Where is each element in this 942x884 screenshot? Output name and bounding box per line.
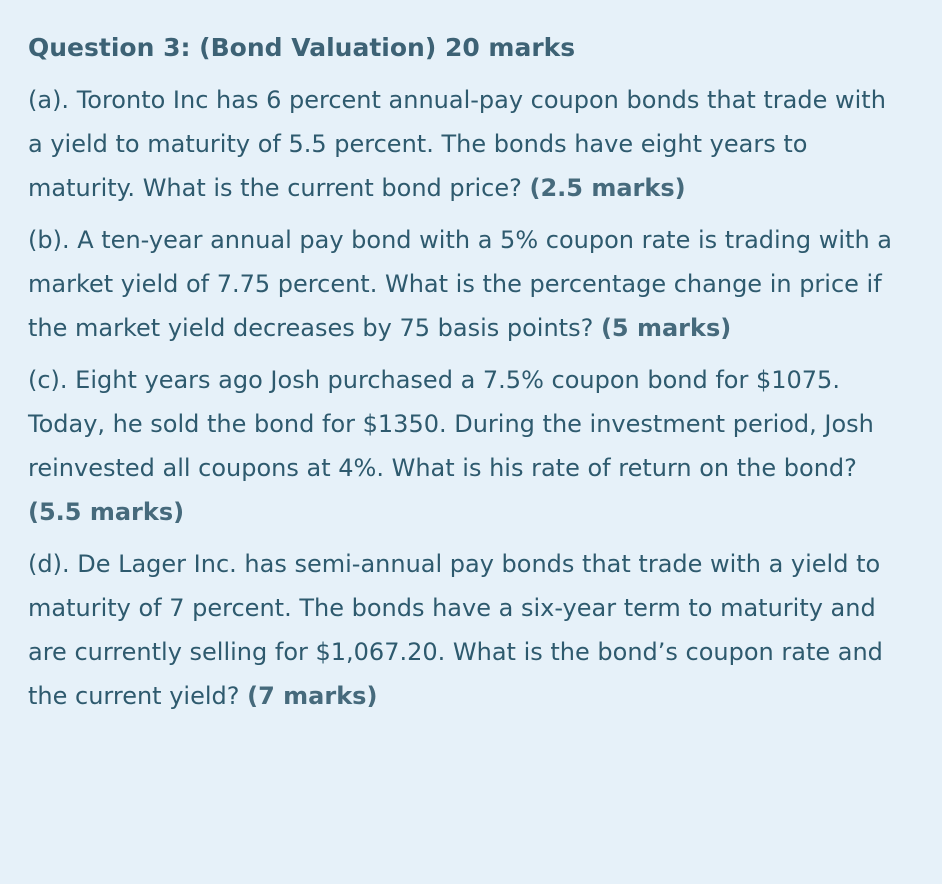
part-c	[28, 358, 902, 534]
part-c-text: (c). Eight years ago Josh purchased a 7.5% coupon bond for $1075. Today, he sold the bond for $1350. During the investment period, Josh reinvested all coupons at 4%. What is his rate of return on the bond?	[28, 366, 874, 482]
part-a	[28, 78, 902, 210]
part-a-marks: (2.5 marks)	[529, 174, 686, 202]
part-d-marks: (7 marks)	[247, 682, 378, 710]
part-d	[28, 542, 902, 718]
part-b-text: (b). A ten-year annual pay bond with a 5% coupon rate is trading with a market yield of 7.75 percent. What is the percentage change in price if the market yield decreases by 75 basis points?	[28, 226, 892, 342]
part-b-marks: (5 marks)	[600, 314, 732, 342]
part-a-text: (a). Toronto Inc has 6 percent annual-pay coupon bonds that trade with a yield to maturity of 5.5 percent. The bonds have eight years to maturity. What is the current bond price?	[28, 86, 886, 202]
part-d-text: (d). De Lager Inc. has semi-annual pay bonds that trade with a yield to maturity of 7 percent. The bonds have a six-year term to maturity and are currently selling for $1,067.20. What is the bond’s coupon rate and the current yield?	[28, 550, 883, 710]
part-c-marks: (5.5 marks)	[28, 498, 185, 526]
question-title: Question 3: (Bond Valuation) 20 marks	[28, 33, 576, 62]
part-b	[28, 218, 902, 350]
